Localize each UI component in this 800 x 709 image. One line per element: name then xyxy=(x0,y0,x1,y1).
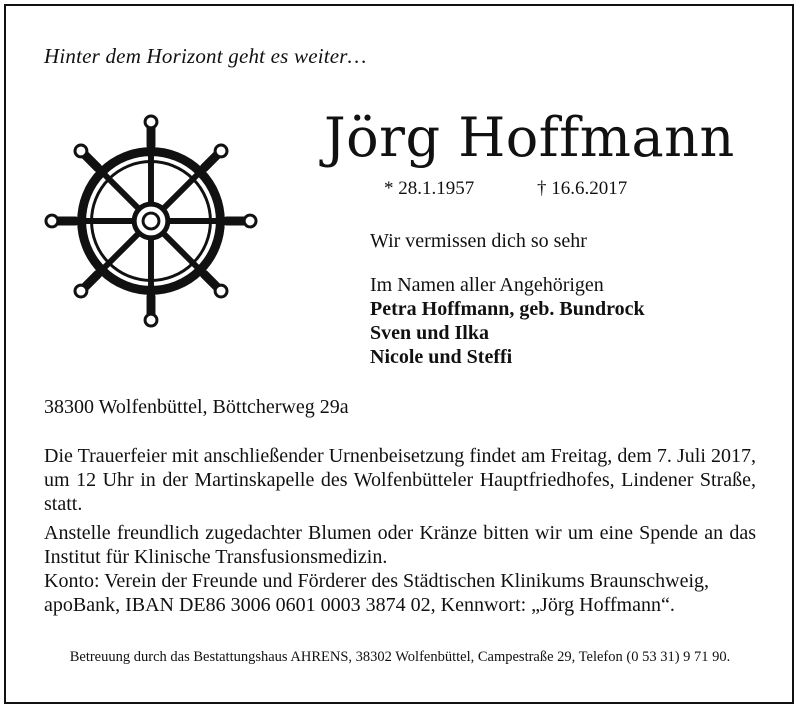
relatives-block xyxy=(370,273,645,369)
wheel-handle-knob xyxy=(46,215,58,227)
notice-body xyxy=(44,444,756,617)
relative-name: Nicole und Steffi xyxy=(370,346,513,368)
wheel-handle-knob xyxy=(145,116,157,128)
wheel-hub-center xyxy=(143,213,159,229)
birth-date: * 28.1.1957 xyxy=(384,178,475,199)
wheel-spoke xyxy=(99,232,140,273)
ship-wheel-icon xyxy=(42,112,260,330)
relative-name: Petra Hoffmann, geb. Bundrock xyxy=(370,298,645,320)
account-info-line: Konto: Verein der Freunde und Förderer des Städtischen Klinikums Braunschweig, xyxy=(44,570,710,592)
funeral-info: Die Trauerfeier mit anschließender Urnenbeisetzung findet am Freitag, dem 7. Juli 2017, um 12 Uhr in der Martinskapelle des Wolfenbütteler Hauptfriedhofes, Lindener Straße, statt. xyxy=(44,445,756,515)
wheel-handle-knob xyxy=(145,314,157,326)
death-date: † 16.6.2017 xyxy=(537,178,628,199)
donation-info: Anstelle freundlich zugedachter Blumen oder Kränze bitten wir um eine Spende an das Institut für Klinische Transfusionsmedizin. xyxy=(44,522,756,568)
wheel-handle-knob xyxy=(244,215,256,227)
wheel-spoke xyxy=(162,232,203,273)
relatives-intro: Im Namen aller Angehörigen xyxy=(370,274,604,296)
wheel-handle-knob xyxy=(75,285,87,297)
footer-undertaker: Betreuung durch das Bestattungshaus AHRENS, 38302 Wolfenbüttel, Campestraße 29, Telefon (0 53 31) 9 71 90. xyxy=(69,649,731,665)
wheel-spoke xyxy=(162,169,203,210)
account-info-line: apoBank, IBAN DE86 3006 0601 0003 3874 02, Kennwort: „Jörg Hoffmann“. xyxy=(44,594,675,616)
address: 38300 Wolfenbüttel, Böttcherweg 29a xyxy=(44,396,349,418)
deceased-name: Jörg Hoffmann xyxy=(324,106,735,169)
wheel-handle-knob xyxy=(215,145,227,157)
wheel-handle-knob xyxy=(215,285,227,297)
wheel-spoke xyxy=(99,169,140,210)
message: Wir vermissen dich so sehr xyxy=(370,230,587,252)
relative-name: Sven und Ilka xyxy=(370,322,489,344)
wheel-handle-knob xyxy=(75,145,87,157)
motto: Hinter dem Horizont geht es weiter… xyxy=(44,44,367,68)
